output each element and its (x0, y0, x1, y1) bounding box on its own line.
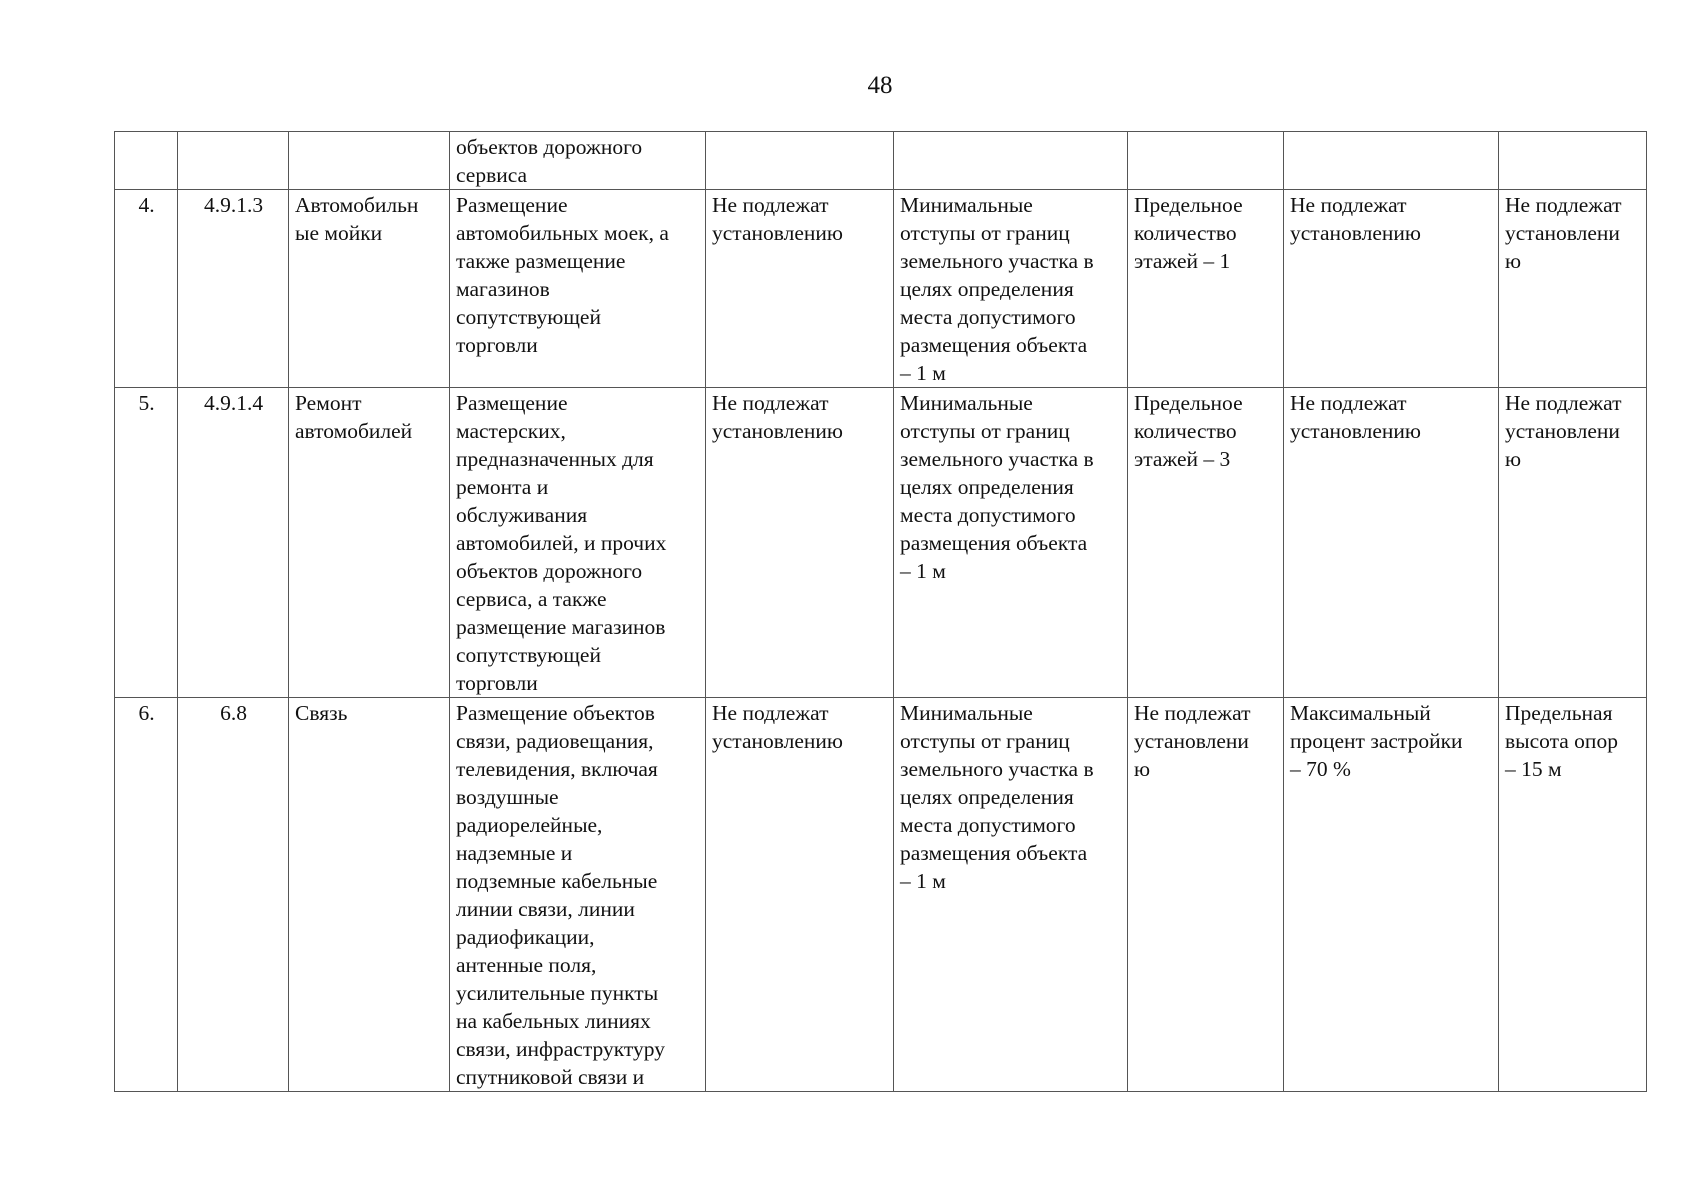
cell-text-line: антенные поля, (456, 953, 597, 977)
cell-text-line: процент застройки (1290, 729, 1463, 753)
table-cell (1128, 698, 1284, 1092)
cell-text-line: автомобилей (295, 419, 413, 443)
row-number-cell: 4. (115, 190, 178, 388)
cell-text-line: – 70 % (1290, 757, 1351, 781)
cell-text-line: обслуживания (456, 503, 588, 527)
cell-text-line: линии связи, линии (456, 897, 635, 921)
table-row (115, 698, 1647, 1092)
table-cell (1499, 388, 1647, 698)
cell-text-line: связи, инфраструктуру (456, 1037, 665, 1061)
table-cell (1499, 190, 1647, 388)
cell-text-line: установлению (1290, 221, 1421, 245)
cell-text-line: ю (1505, 249, 1522, 273)
cell-text-line: Предельное (1134, 193, 1243, 217)
cell-text-line: мастерских, (456, 419, 566, 443)
cell-text-line: установлению (712, 221, 843, 245)
cell-text-line: целях определения (900, 277, 1074, 301)
name-cell (289, 698, 450, 1092)
cell-text-line: Размещение (456, 391, 568, 415)
description-cell (450, 132, 706, 190)
cell-text-line: Максимальный (1290, 701, 1431, 725)
cell-text-line: телевидения, включая (456, 757, 658, 781)
cell-text-line: объектов дорожного (456, 135, 643, 159)
table-cell (1499, 698, 1647, 1092)
cell-text-line: установлени (1505, 419, 1620, 443)
cell-text-line: – 1 м (900, 869, 946, 893)
cell-text-line: Предельное (1134, 391, 1243, 415)
table-cell (706, 132, 894, 190)
table-cell (1284, 388, 1499, 698)
table-row (115, 132, 1647, 190)
cell-text-line: автомобилей, и прочих (456, 531, 667, 555)
name-cell (289, 190, 450, 388)
row-number-cell (115, 132, 178, 190)
cell-text-line: Не подлежат (1505, 391, 1622, 415)
cell-text-line: размещение магазинов (456, 615, 666, 639)
table-cell (894, 132, 1128, 190)
cell-text-line: Ремонт (295, 391, 362, 415)
table-row (115, 388, 1647, 698)
description-cell (450, 698, 706, 1092)
cell-text-line: также размещение (456, 249, 626, 273)
cell-text-line: этажей – 1 (1134, 249, 1231, 273)
table-cell (1284, 190, 1499, 388)
cell-text-line: Минимальные (900, 193, 1033, 217)
cell-text-line: земельного участка в (900, 249, 1094, 273)
cell-text-line: установлению (712, 419, 843, 443)
table-cell (894, 190, 1128, 388)
cell-text-line: Не подлежат (1505, 193, 1622, 217)
table-cell (1284, 132, 1499, 190)
table-cell (894, 698, 1128, 1092)
cell-text-line: Минимальные (900, 701, 1033, 725)
cell-text-line: размещения объекта (900, 333, 1088, 357)
cell-text-line: усилительные пункты (456, 981, 659, 1005)
table-cell (1499, 132, 1647, 190)
cell-text-line: торговли (456, 671, 538, 695)
row-number-cell: 5. (115, 388, 178, 698)
cell-text-line: высота опор (1505, 729, 1618, 753)
cell-text-line: количество (1134, 221, 1237, 245)
code-cell: 6.8 (178, 698, 289, 1092)
row-number-cell: 6. (115, 698, 178, 1092)
cell-text-line: земельного участка в (900, 757, 1094, 781)
table-cell (706, 190, 894, 388)
cell-text-line: на кабельных линиях (456, 1009, 651, 1033)
cell-text-line: радиофикации, (456, 925, 595, 949)
cell-text-line: воздушные (456, 785, 559, 809)
cell-text-line: ю (1134, 757, 1151, 781)
cell-text-line: количество (1134, 419, 1237, 443)
cell-text-line: Не подлежат (712, 391, 829, 415)
cell-text-line: ые мойки (295, 221, 383, 245)
cell-text-line: установлени (1505, 221, 1620, 245)
cell-text-line: установлению (712, 729, 843, 753)
table-cell (894, 388, 1128, 698)
cell-text-line: предназначенных для (456, 447, 654, 471)
cell-text-line: магазинов (456, 277, 550, 301)
cell-text-line: радиорелейные, (456, 813, 603, 837)
cell-text-line: установлени (1134, 729, 1249, 753)
cell-text-line: Минимальные (900, 391, 1033, 415)
cell-text-line: связи, радиовещания, (456, 729, 654, 753)
cell-text-line: сервиса (456, 163, 528, 187)
cell-text-line: Не подлежат (712, 193, 829, 217)
cell-text-line: сопутствующей (456, 305, 601, 329)
table-row (115, 190, 1647, 388)
cell-text-line: подземные кабельные (456, 869, 658, 893)
cell-text-line: надземные и (456, 841, 573, 865)
table-cell (1284, 698, 1499, 1092)
cell-text-line: места допустимого (900, 305, 1076, 329)
cell-text-line: Не подлежат (1290, 193, 1407, 217)
cell-text-line: отступы от границ (900, 729, 1070, 753)
cell-text-line: целях определения (900, 475, 1074, 499)
cell-text-line: ремонта и (456, 475, 549, 499)
cell-text-line: отступы от границ (900, 419, 1070, 443)
cell-text-line: земельного участка в (900, 447, 1094, 471)
table-cell (1128, 132, 1284, 190)
cell-text-line: – 15 м (1505, 757, 1562, 781)
name-cell (289, 388, 450, 698)
cell-text-line: – 1 м (900, 559, 946, 583)
description-cell (450, 190, 706, 388)
cell-text-line: ю (1505, 447, 1522, 471)
page-number: 48 (867, 72, 893, 99)
land-use-table (114, 131, 1647, 1092)
cell-text-line: места допустимого (900, 503, 1076, 527)
cell-text-line: Не подлежат (1134, 701, 1251, 725)
description-cell (450, 388, 706, 698)
cell-text-line: объектов дорожного (456, 559, 643, 583)
cell-text-line: Связь (295, 701, 348, 725)
table-cell (1128, 190, 1284, 388)
cell-text-line: целях определения (900, 785, 1074, 809)
cell-text-line: спутниковой связи и (456, 1065, 645, 1089)
cell-text-line: размещения объекта (900, 531, 1088, 555)
cell-text-line: Предельная (1505, 701, 1613, 725)
cell-text-line: установлению (1290, 419, 1421, 443)
cell-text-line: сопутствующей (456, 643, 601, 667)
cell-text-line: торговли (456, 333, 538, 357)
cell-text-line: места допустимого (900, 813, 1076, 837)
table-cell (706, 698, 894, 1092)
cell-text-line: сервиса, а также (456, 587, 607, 611)
cell-text-line: этажей – 3 (1134, 447, 1231, 471)
name-cell (289, 132, 450, 190)
cell-text-line: Не подлежат (712, 701, 829, 725)
cell-text-line: отступы от границ (900, 221, 1070, 245)
cell-text-line: автомобильных моек, а (456, 221, 669, 245)
cell-text-line: Размещение (456, 193, 568, 217)
code-cell: 4.9.1.4 (178, 388, 289, 698)
code-cell: 4.9.1.3 (178, 190, 289, 388)
cell-text-line: Автомобильн (295, 193, 419, 217)
table-cell (706, 388, 894, 698)
code-cell (178, 132, 289, 190)
cell-text-line: размещения объекта (900, 841, 1088, 865)
table-cell (1128, 388, 1284, 698)
cell-text-line: – 1 м (900, 361, 946, 385)
cell-text-line: Не подлежат (1290, 391, 1407, 415)
cell-text-line: Размещение объектов (456, 701, 655, 725)
